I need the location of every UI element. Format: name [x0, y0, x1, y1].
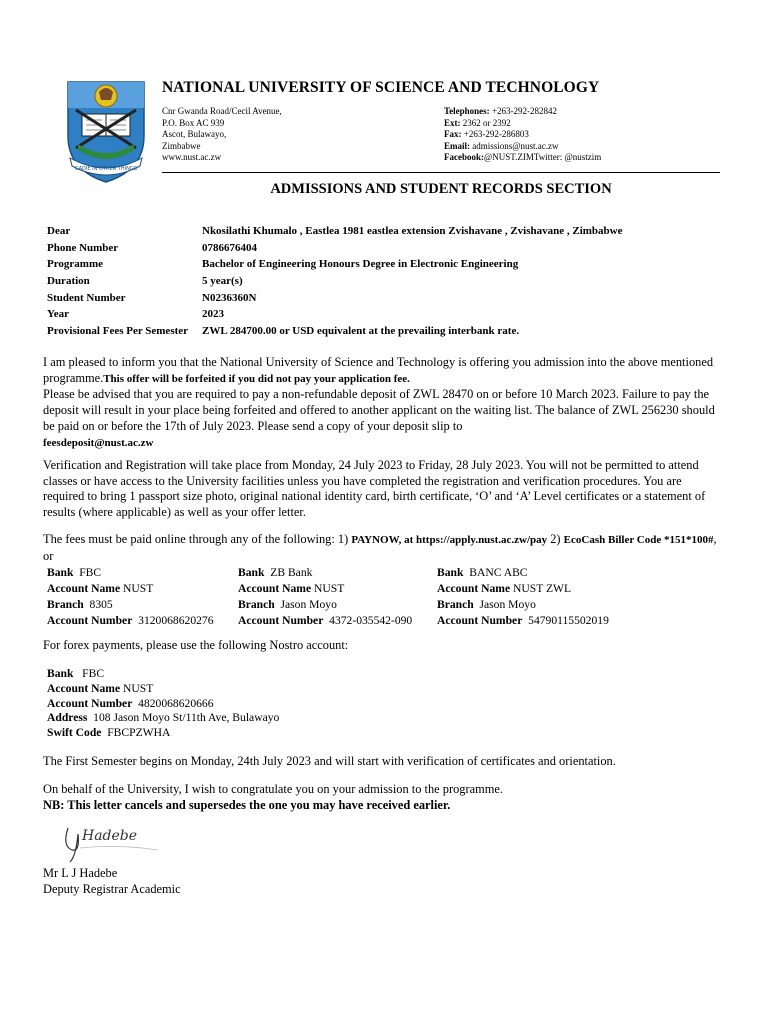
account-number-label: Account Number	[47, 614, 133, 627]
address-line: Ascot, Bulawayo,	[162, 129, 227, 139]
account-number-label: Account Number	[238, 614, 324, 627]
address-line: Zimbabwe	[162, 140, 201, 151]
account-number-value: 54790115502019	[528, 614, 609, 627]
detail-value: 0786676404	[202, 241, 257, 254]
registration-paragraph: Verification and Registration will take place from Monday, 24 July 2023 to Friday, 28 July 2023. You will not be permitted to attend classes or have access to the University facilities unless you have completed the registration and verification procedures. You are required to bring 1 passport size photo, original national identity card, birth certificate, ‘O’ and ‘A’ Level certificates or a statement of results (where applicable) as well as your offer letter.	[43, 458, 706, 520]
payment-methods-paragraph	[43, 532, 723, 564]
detail-value: ZWL 284700.00 or USD equivalent at the prevailing interbank rate.	[202, 325, 520, 338]
nostro-account	[47, 667, 279, 741]
payment-intro: The fees must be paid online through any of the following: 1)	[43, 532, 352, 546]
account-number-label: Account Number	[437, 614, 523, 627]
section-title: ADMISSIONS AND STUDENT RECORDS SECTION	[270, 181, 612, 197]
account-number-label: Account Number	[47, 696, 133, 710]
detail-value: 5 year(s)	[202, 275, 243, 288]
header-divider	[162, 172, 720, 173]
signatory-title: Deputy Registrar Academic	[43, 881, 181, 896]
bank-account-zb	[238, 565, 412, 629]
branch-label: Branch	[437, 598, 474, 611]
branch-value: 8305	[89, 598, 113, 611]
offer-paragraph	[43, 355, 723, 451]
contact-label: Fax:	[444, 129, 462, 139]
handwritten-signature	[58, 816, 168, 866]
detail-label: Dear	[47, 225, 71, 237]
forfeit-warning: This offer will be forfeited if you did not pay your application fee.	[103, 372, 410, 385]
email-link[interactable]: admissions@nust.ac.zw	[472, 140, 559, 151]
forex-intro: For forex payments, please use the following Nostro account:	[43, 638, 349, 652]
website-link[interactable]: www.nust.ac.zw	[162, 152, 222, 162]
address-value: 108 Jason Moyo St/11th Ave, Bulawayo	[93, 711, 280, 725]
detail-label: Student Number	[47, 291, 126, 304]
university-title: NATIONAL UNIVERSITY OF SCIENCE AND TECHNOLOGY	[162, 79, 600, 96]
bank-value: BANC ABC	[469, 566, 528, 579]
account-name-label: Account Name	[437, 582, 511, 595]
paynow-link[interactable]: PAYNOW, at https://apply.nust.ac.zw/pay	[351, 534, 548, 546]
detail-value: N0236360N	[202, 291, 257, 304]
contact-label: Email:	[444, 140, 470, 151]
bank-label: Bank	[47, 566, 74, 579]
account-name-value: NUST	[123, 582, 154, 595]
signatory-name: Mr L J Hadebe	[43, 866, 118, 880]
logo-motto: CADIE IN OTHER THINGS	[75, 166, 137, 172]
detail-label: Phone Number	[47, 241, 119, 254]
university-crest-logo	[62, 74, 150, 186]
contact-label: Ext:	[444, 117, 461, 128]
payment-sep: 2)	[547, 532, 564, 546]
account-name-value: NUST ZWL	[513, 582, 572, 595]
account-number-value: 3120068620276	[138, 614, 214, 627]
bank-value: ZB Bank	[270, 566, 313, 579]
branch-value: Jason Moyo	[479, 598, 536, 611]
nb-notice: NB: This letter cancels and supersedes the one you may have received earlier.	[43, 797, 451, 812]
contact-block	[444, 106, 601, 164]
swift-value: FBCPZWHA	[107, 726, 171, 740]
fax-value: +263-292-286803	[463, 129, 529, 139]
detail-value: Bachelor of Engineering Honours Degree in Electronic Engineering	[202, 258, 519, 271]
detail-value: 2023	[202, 308, 224, 321]
extension-value: 2362 or 2392	[462, 117, 511, 128]
bank-label: Bank	[47, 667, 74, 680]
deposit-text: Please be advised that you are required to pay a non-refundable deposit of ZWL 28470 on or before 10 March 2023. Failure to pay the deposit will result in your place being forfeited and offered to another applicant on the waiting list. The balance of ZWL 256230 should be paid on or before the 17th of July 2023. Please send a copy of your deposit slip to	[43, 387, 715, 433]
offer-text: I am pleased to inform you that the National University of Science and Technology is offering you admission into the above mentioned programme.	[43, 355, 714, 385]
detail-label: Year	[47, 308, 69, 321]
branch-label: Branch	[238, 598, 275, 611]
bank-account-banc-abc	[437, 565, 609, 629]
address-line: P.O. Box AC 939	[162, 117, 225, 128]
account-name-value: NUST	[314, 582, 345, 595]
account-name-label: Account Name	[47, 582, 121, 595]
detail-label: Duration	[47, 275, 90, 288]
contact-label: Facebook:	[444, 152, 484, 162]
payment-sep: , or	[43, 532, 717, 563]
detail-value: Nkosilathi Khumalo , Eastlea 1981 eastlea extension Zvishavane , Zvishavane , Zimbabwe	[202, 225, 623, 237]
account-number-value: 4820068620666	[138, 696, 214, 710]
bank-label: Bank	[437, 566, 464, 579]
university-address	[162, 106, 282, 164]
detail-label: Provisional Fees Per Semester	[47, 325, 189, 338]
account-number-value: 4372-035542-090	[329, 614, 413, 627]
signature-text: Hadebe	[82, 828, 138, 844]
ecocash-code: EcoCash Biller Code *151*100#	[563, 534, 714, 546]
social-handles: @NUST.ZIMTwitter: @nustzim	[484, 152, 602, 162]
deposit-email-link[interactable]: feesdeposit@nust.ac.zw	[43, 436, 154, 449]
contact-label: Telephones:	[444, 106, 490, 116]
bank-label: Bank	[238, 566, 265, 579]
congratulations-text: On behalf of the University, I wish to congratulate you on your admission to the programme.	[43, 782, 503, 796]
branch-label: Branch	[47, 598, 84, 611]
address-label: Address	[47, 711, 88, 725]
bank-value: FBC	[82, 667, 105, 680]
account-name-label: Account Name	[47, 681, 121, 695]
signatory-block	[43, 866, 181, 897]
account-name-label: Account Name	[238, 582, 312, 595]
swift-label: Swift Code	[47, 726, 102, 740]
address-line: Cnr Gwanda Road/Cecil Avenue,	[162, 106, 282, 116]
bank-account-fbc	[47, 565, 214, 629]
branch-value: Jason Moyo	[280, 598, 337, 611]
congratulations-paragraph	[43, 782, 723, 813]
account-name-value: NUST	[123, 681, 154, 695]
bank-value: FBC	[79, 566, 102, 579]
semester-start-paragraph: The First Semester begins on Monday, 24th July 2023 and will start with verification of certificates and orientation.	[43, 754, 616, 768]
telephone-value: +263-292-282842	[491, 106, 558, 116]
detail-label: Programme	[47, 258, 103, 271]
